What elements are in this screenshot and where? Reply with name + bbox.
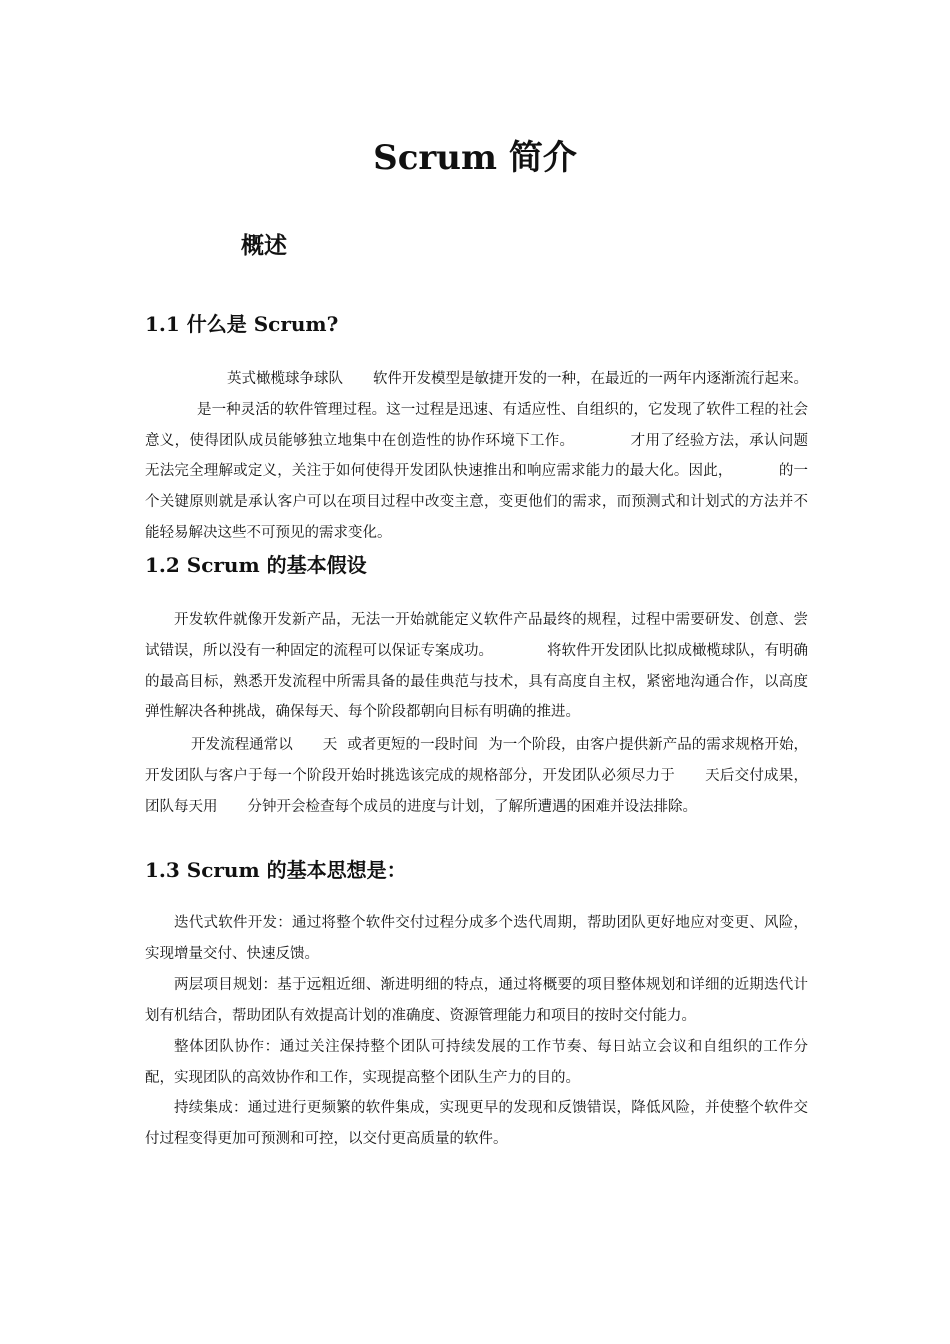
text-segment: 开发软件就像开发新产品，无法一开始就能定义软件产品最终的规程，过程中需要研发、创意、尝试错误，所以没有一种固定的流程可以保证专案成功。	[145, 612, 808, 659]
section-1-3-paragraph-1: 迭代式软件开发：通过将整个软件交付过程分成多个迭代周期，帮助团队更好地应对变更、风险，实现增量交付、快速反馈。	[145, 915, 808, 962]
section-1-3-paragraph-3: 整体团队协作：通过关注保持整个团队可持续发展的工作节奏、每日站立会议和自组织的工作分配，实现团队的高效协作和工作，实现提高整个团队生产力的目的。	[145, 1039, 808, 1086]
text-segment: 将软件开发团队比拟成橄榄球队，有明确的最高目标，熟悉开发流程中所需具备的最佳典范与技术，具有高度自主权，紧密地沟通合作，以高度弹性解决各种挑战，确保每天、每个阶段都朝向目标有明确的推进。	[145, 642, 808, 721]
section-1-3-paragraph-2: 两层项目规划：基于远粗近细、渐进明细的特点，通过将概要的项目整体规划和详细的近期迭代计划有机结合，帮助团队有效提高计划的准确度、资源管理能力和项目的按时交付能力。	[145, 977, 808, 1024]
section-1-1-paragraph	[145, 364, 808, 549]
text-segment: 为一个阶段，由客户提供新产品的需求规格开始，开发团队与客户于每一个阶段开始时挑选该完成的规格部分，开发团队必须尽力于	[145, 737, 809, 784]
text-segment: 天	[322, 737, 338, 753]
overview-heading: 概述	[241, 232, 287, 259]
text-segment: 软件开发模型是敏捷开发的一种，在最近的一两年内逐渐流行起来。	[373, 371, 808, 387]
page-title: Scrum 简介	[373, 138, 577, 178]
text-segment: 英式橄榄球争球队	[227, 371, 343, 387]
text-segment: 或者更短的一段时间	[347, 737, 479, 753]
section-1-2-paragraph-2	[145, 730, 808, 822]
section-1-2-paragraph-1	[145, 605, 808, 728]
text-segment: 天后交付成果，团队每天用	[145, 767, 808, 815]
text-segment: 开发流程通常以	[191, 737, 293, 753]
text-segment: 才用了经验方法，承认问题无法完全理解或定义，关注于如何使得开发团队快速推出和响应需求能力的最大化。因此，	[145, 432, 809, 480]
section-heading-1-1: 1.1 什么是 Scrum?	[145, 312, 339, 336]
section-heading-1-3: 1.3 Scrum 的基本思想是：	[145, 858, 407, 882]
section-heading-1-2: 1.2 Scrum 的基本假设	[145, 553, 367, 577]
section-1-3-paragraph-4: 持续集成：通过进行更频繁的软件集成，实现更早的发现和反馈错误，降低风险，并使整个软件交付过程变得更加可预测和可控，以交付更高质量的软件。	[145, 1100, 808, 1147]
text-segment: 是一种灵活的软件管理过程。这一过程是迅速、有适应性、自组织的，它发现了软件工程的社会意义，使得团队成员能够独立地集中在创造性的协作环境下工作。	[145, 401, 808, 449]
text-segment: 分钟开会检查每个成员的进度与计划，了解所遭遇的困难并设法排除。	[247, 798, 697, 815]
text-segment: 的一个关键原则就是承认客户可以在项目过程中改变主意，变更他们的需求，而预测式和计划式的方法并不能轻易解决这些不可预见的需求变化。	[145, 463, 809, 541]
